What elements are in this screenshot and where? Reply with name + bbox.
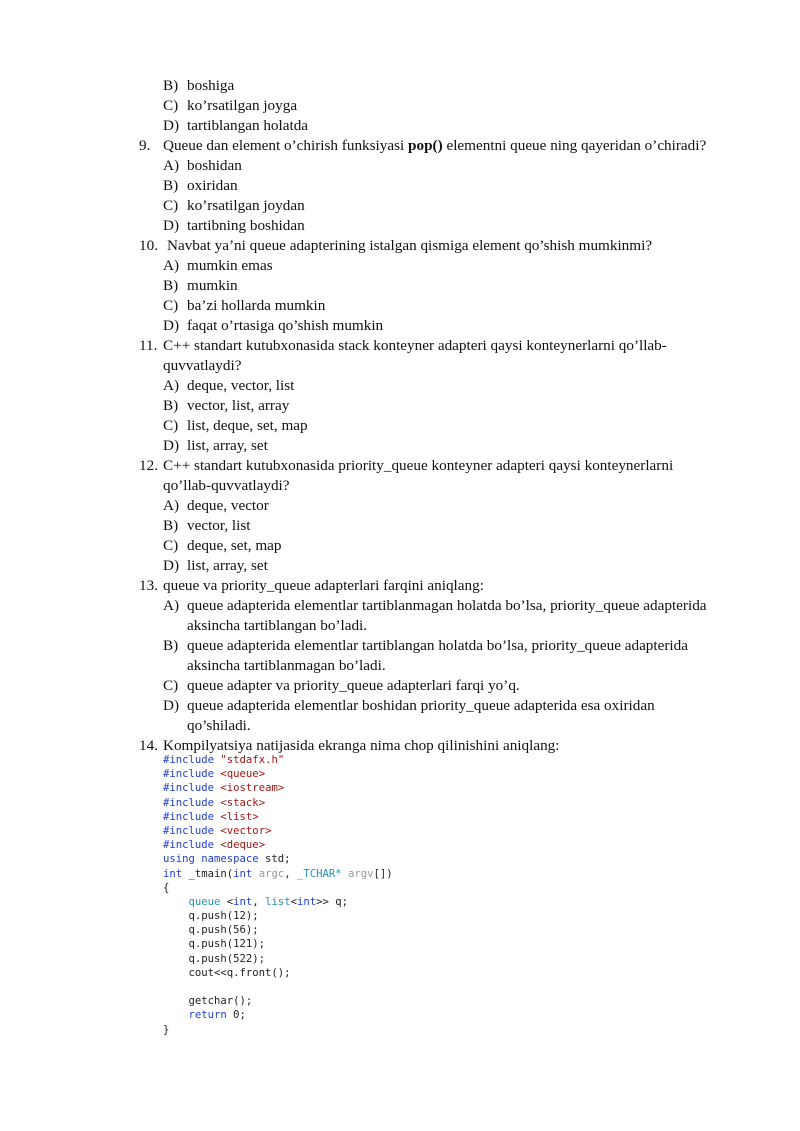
code-line-close-brace: }: [163, 1023, 170, 1036]
q13-option-a-continuation: aksincha tartiblangan bo’ladi.: [187, 617, 368, 634]
question-11: 11. C++ standart kutubxonasida stack konteyner adapteri qaysi konteynerlarni qo’llab-: [139, 337, 667, 354]
q12-option-b: B) vector, list: [163, 517, 251, 534]
question-9: 9. Queue dan element o’chirish funksiyasi pop() elementni queue ning qayeridan o’chiradi?: [139, 137, 707, 154]
question-12-continuation: qo’llab-quvvatlaydi?: [163, 477, 290, 494]
q11-option-d: D) list, array, set: [163, 437, 268, 454]
code-line-main: int _tmain(int argc, _TCHAR* argv[]): [163, 867, 393, 880]
q10-option-a: A) mumkin emas: [163, 257, 273, 274]
question-14: 14. Kompilyatsiya natijasida ekranga nima chop qilinishini aniqlang:: [139, 737, 560, 754]
code-line-declaration: queue <int, list<int>> q;: [188, 895, 349, 908]
q12-option-c: C) deque, set, map: [163, 537, 282, 554]
code-line-body: q.push(522);: [188, 952, 266, 965]
code-snippet: [163, 753, 463, 1037]
q13-option-b-continuation: aksincha tartiblanmagan bo’ladi.: [187, 657, 386, 674]
q11-option-a: A) deque, vector, list: [163, 377, 295, 394]
q11-option-c: C) list, deque, set, map: [163, 417, 308, 434]
code-line-include: #include <queue>: [163, 768, 266, 781]
code-line-body: q.push(121);: [188, 938, 266, 951]
code-line-open-brace: {: [163, 881, 170, 894]
code-line-include: #include <stack>: [163, 796, 266, 809]
q13-option-c: C) queue adapter va priority_queue adapterlari farqi yo’q.: [163, 677, 520, 694]
code-line-include: #include "stdafx.h": [163, 754, 285, 766]
option-d: D) tartiblangan holatda: [163, 117, 309, 134]
q13-option-d-continuation: qo’shiladi.: [187, 717, 251, 734]
code-line-body: q.push(56);: [188, 924, 259, 937]
question-number: 10.: [139, 237, 158, 254]
question-number: 14.: [139, 737, 158, 754]
code-line-include: #include <list>: [163, 810, 259, 823]
question-12: 12. C++ standart kutubxonasida priority_queue konteyner adapteri qaysi konteynerlarni: [139, 457, 674, 474]
q13-option-d: D) queue adapterida elementlar boshidan priority_queue adapterida esa oxiridan: [163, 697, 655, 714]
q10-option-b: B) mumkin: [163, 277, 238, 294]
q12-option-a: A) deque, vector: [163, 497, 269, 514]
code-line-body: q.push(12);: [188, 910, 259, 923]
code-line-body: getchar();: [188, 995, 253, 1008]
q9-option-c: C) ko’rsatilgan joydan: [163, 197, 305, 214]
q12-option-d: D) list, array, set: [163, 557, 268, 574]
code-line-body: cout<<q.front();: [188, 966, 291, 979]
option-c: C) ko’rsatilgan joyga: [163, 97, 298, 114]
question-number: 13.: [139, 577, 158, 594]
q11-option-b: B) vector, list, array: [163, 397, 290, 414]
question-number: 11.: [139, 337, 158, 354]
question-13: 13. queue va priority_queue adapterlari farqini aniqlang:: [139, 577, 484, 594]
question-11-continuation: quvvatlaydi?: [163, 357, 242, 374]
q13-option-b: B) queue adapterida elementlar tartiblangan holatda bo’lsa, priority_queue adapterida: [163, 637, 688, 654]
code-line-include: #include <vector>: [163, 824, 272, 837]
code-line-using: using namespace std;: [163, 853, 291, 866]
q10-option-d: D) faqat o’rtasiga qo’shish mumkin: [163, 317, 384, 334]
code-line-include: #include <deque>: [163, 839, 266, 852]
code-line-include: #include <iostream>: [163, 782, 285, 795]
q9-option-a: A) boshidan: [163, 157, 242, 174]
q9-option-b: B) oxiridan: [163, 177, 238, 194]
question-number: 12.: [139, 457, 158, 474]
option-b: B) boshiga: [163, 77, 235, 94]
question-number: 9.: [139, 137, 151, 154]
code-line-blank: [163, 980, 463, 994]
code-line-return: return 0;: [188, 1009, 246, 1022]
q9-option-d: D) tartibning boshidan: [163, 217, 305, 234]
q13-option-a: A) queue adapterida elementlar tartiblanmagan holatda bo’lsa, priority_queue adapterida: [163, 597, 707, 614]
q10-option-c: C) ba’zi hollarda mumkin: [163, 297, 326, 314]
question-10: 10. Navbat ya’ni queue adapterining istalgan qismiga element qo’shish mumkinmi?: [139, 237, 653, 254]
